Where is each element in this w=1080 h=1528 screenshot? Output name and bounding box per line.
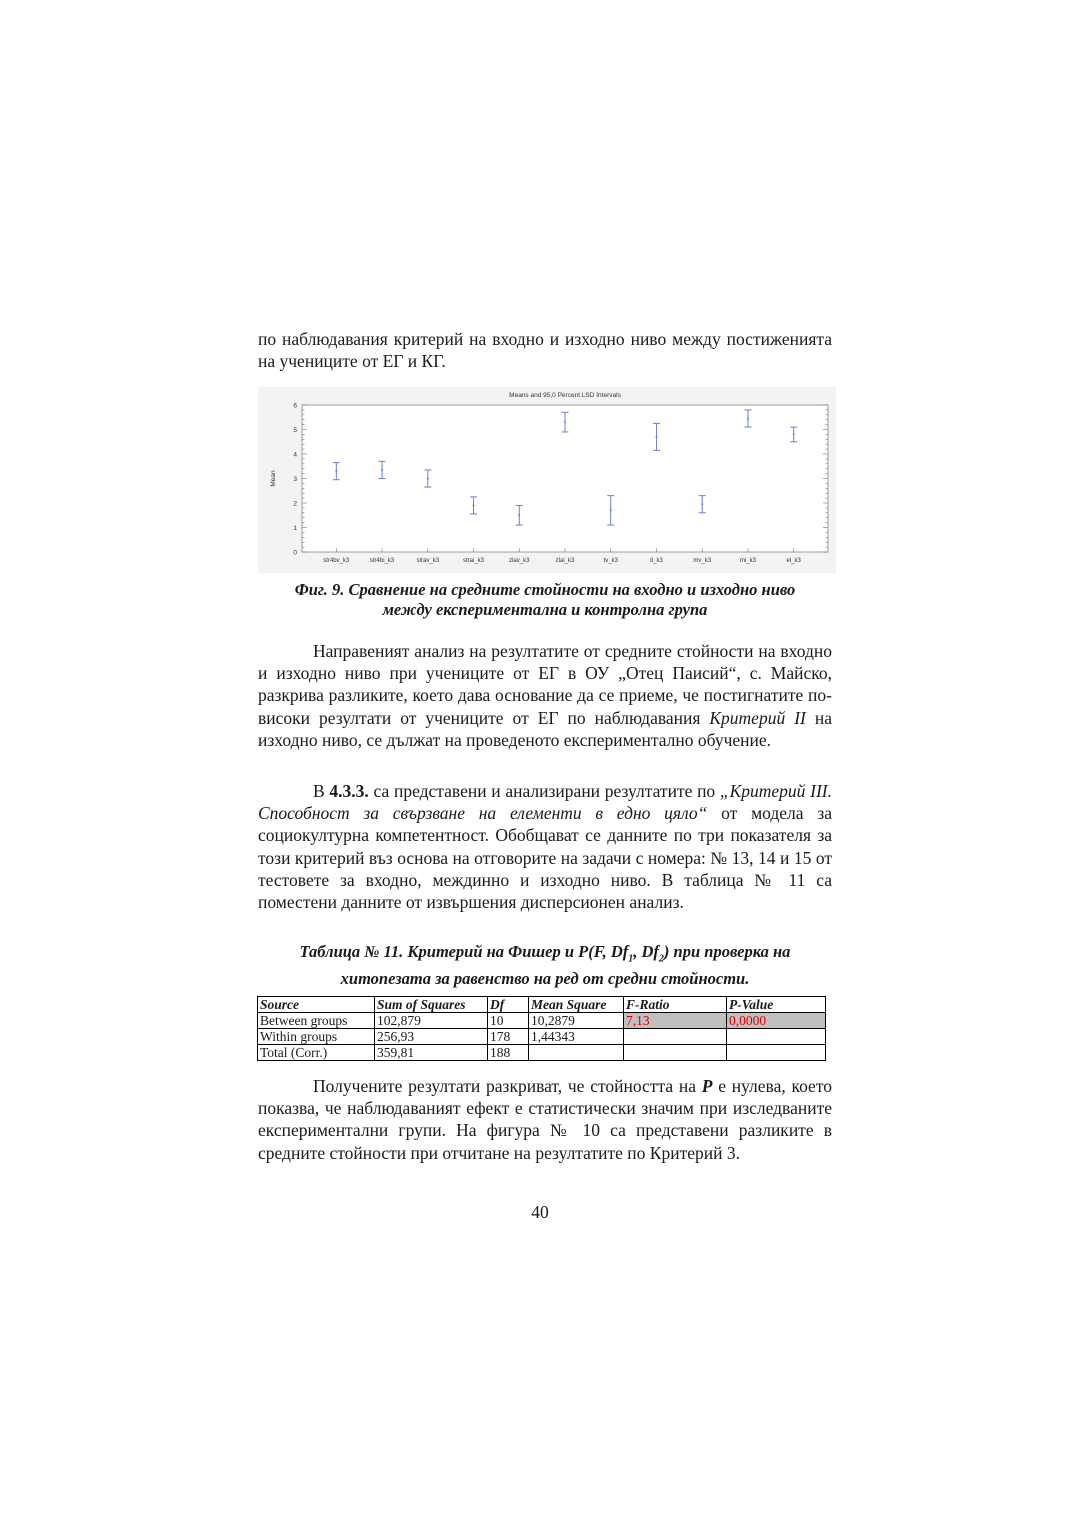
para3-end: е нулева, което показва, че наблюдаваният ефект е статистически значим при изследваните експериментални групи. На фигура № 10 са представени разликите в средните стойности при отчитане на резултатите по Критерий 3.: [258, 1076, 832, 1163]
intro-text: по наблюдавания критерий на входно и изходно ниво между постиженията на учениците от ЕГ и КГ.: [258, 329, 832, 372]
mean-point: [655, 436, 657, 438]
y-axis-label: Mean: [270, 470, 277, 487]
chart-title: Means and 95,0 Percent LSD Intervals: [509, 392, 621, 399]
x-tick-label: str4bv_k3: [323, 558, 350, 564]
paragraph-1: [258, 640, 832, 751]
figure-caption-line1: Фиг. 9. Сравнение на средните стойности на входно и изходно ниво: [294, 580, 796, 599]
chart-svg: [258, 387, 836, 573]
figure-caption-line2: между експериментална и контролна група: [382, 600, 708, 619]
col-p-value: P-Value: [727, 997, 826, 1013]
col-sum-of-squares: Sum of Squares: [375, 997, 488, 1013]
table-row: Between groups 102,879 10 10,2879 7,13 0,0000: [258, 1013, 826, 1029]
y-tick-label: 1: [293, 524, 297, 532]
mean-point: [610, 509, 612, 511]
p-value-value: 0,0000: [727, 1013, 826, 1029]
y-tick-label: 2: [293, 500, 297, 508]
intro-paragraph: [258, 328, 832, 372]
mean-point: [518, 514, 520, 516]
para1-criterion: Критерий II: [709, 707, 806, 728]
x-tick-label: zlav_k3: [509, 558, 530, 564]
mean-point: [564, 421, 566, 423]
mean-point: [793, 433, 795, 435]
mean-point: [335, 470, 337, 472]
para2-end: от модела за социокултурна компетентност. Обобщават се данните по три показателя за този критерий въз основа на отговорите на задачи с номера: № 13, 14 и 15 от тестовете за входно, междинно и изходно ниво. В таблица № 11 са поместени данните от извършения дисперсионен анализ.: [258, 803, 832, 913]
y-tick-label: 4: [293, 451, 297, 459]
para2-mid: са представени и анализирани резултатите по: [373, 781, 716, 801]
paragraph-2: [258, 780, 832, 913]
f-ratio-value: 7,13: [624, 1013, 727, 1029]
y-tick-label: 5: [293, 426, 297, 434]
table-header-row: [258, 997, 826, 1013]
paragraph-3: [258, 1075, 832, 1164]
table-caption: [240, 942, 850, 989]
table-caption-line1: Таблица № 11. Критерий на Фишер и P(F, $Df_1$, $Df_2$) при проверка на: [299, 942, 791, 965]
mean-point: [427, 478, 429, 480]
para1-text: Направеният анализ на резултатите от средните стойности на входно и изходно ниво при учениците от ЕГ в ОУ „Отец Паисий“, с. Майско, разкрива разликите, което дава основание да се приеме, че постигнатите по-високи резултати от учениците от ЕГ по наблюдавания: [258, 641, 832, 728]
x-tick-label: strav_k3: [416, 558, 440, 564]
mean-point: [381, 469, 383, 471]
x-tick-label: ti_k3: [650, 558, 663, 564]
para3-start: Получените резултати разкриват, че стойността на: [313, 1076, 696, 1096]
x-tick-label: el_k3: [786, 558, 801, 564]
x-tick-label: mi_k3: [739, 558, 756, 564]
table-caption-line2: хитопезата за равенство на ред от средни стойности.: [340, 969, 750, 989]
col-source: Source: [258, 997, 375, 1013]
mean-point: [747, 417, 749, 419]
col-f-ratio: F-Ratio: [624, 997, 727, 1013]
col-df: Df: [488, 997, 529, 1013]
x-tick-label: str4bi_k3: [369, 558, 395, 564]
table-row: Within groups 256,93 178 1,44343: [258, 1029, 826, 1045]
y-tick-label: 6: [293, 402, 297, 410]
mean-point: [701, 503, 703, 505]
y-tick-label: 3: [293, 475, 297, 483]
table-row: Total (Corr.) 359,81 188: [258, 1045, 826, 1061]
para1-end: на изходно ниво, се дължат на проведеното експериментално обучение.: [258, 707, 832, 750]
page-number: 40: [531, 1202, 549, 1222]
anova-table: [257, 996, 826, 1061]
x-tick-label: mv_k3: [693, 558, 712, 564]
para2-section: 4.3.3.: [329, 781, 369, 801]
x-tick-label: tv_k3: [603, 558, 618, 564]
x-tick-label: strai_k3: [463, 558, 485, 564]
para2-start: В: [313, 781, 325, 801]
para3-p: P: [701, 1076, 713, 1096]
para2-criterion: „Критерий III. Способност за свързване на елементи в едно цяло“: [258, 781, 832, 824]
figure-caption: [240, 580, 850, 620]
x-tick-label: zlai_k3: [555, 558, 575, 564]
figure-9-chart: [258, 387, 836, 573]
col-mean-square: Mean Square: [529, 997, 624, 1013]
y-tick-label: 0: [293, 549, 297, 557]
mean-point: [473, 504, 475, 506]
